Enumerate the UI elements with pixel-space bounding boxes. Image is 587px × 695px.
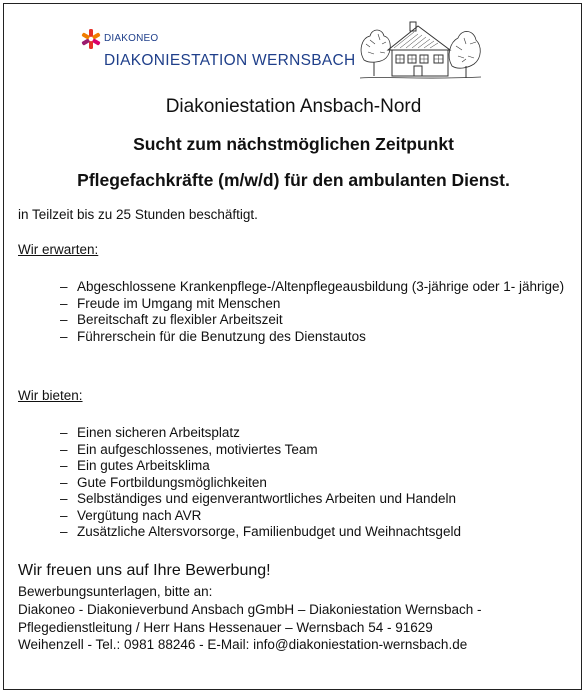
brand-name: DIAKONEO [104,33,159,44]
intro-text: in Teilzeit bis zu 25 Stunden beschäftigt. [18,207,258,222]
list-item: – Freude im Umgang mit Menschen [60,296,565,313]
house-sketch-illustration [358,20,483,82]
contact-line: Diakoneo - Diakonieverbund Ansbach gGmbH – Diakoniestation Wernsbach - [18,601,482,617]
list-item: – Führerschein für die Benutzung des Dienstautos [60,329,565,346]
headline-2: Pflegefachkräfte (m/w/d) für den ambulanten Dienst. [77,170,510,190]
station-name: DIAKONIESTATION WERNSBACH [104,52,356,69]
list-item: – Vergütung nach AVR [60,508,565,525]
list-item: – Einen sicheren Arbeitsplatz [60,425,565,442]
diakoneo-star-icon [80,28,102,50]
list-item: – Selbständiges und eigenverantwortliches Arbeiten und Handeln [60,491,565,508]
list-item: – Ein aufgeschlossenes, motiviertes Team [60,442,565,459]
expect-list [60,279,565,345]
contact-block [18,583,482,654]
contact-line: Bewerbungsunterlagen, bitte an: [18,584,213,599]
offer-list [60,425,565,541]
list-item: – Zusätzliche Altersvorsorge, Familienbudget und Weihnachtsgeld [60,524,565,541]
list-item: – Bereitschaft zu flexibler Arbeitszeit [60,312,565,329]
closing-text: Wir freuen uns auf Ihre Bewerbung! [18,562,271,579]
expect-heading: Wir erwarten: [18,242,99,257]
list-item: – Gute Fortbildungsmöglichkeiten [60,475,565,492]
contact-line: Weihenzell - Tel.: 0981 88246 - E-Mail: info@diakoniestation-wernsbach.de [18,637,468,653]
offer-heading: Wir bieten: [18,388,83,403]
contact-line: Pflegedienstleitung / Herr Hans Hessenauer – Wernsbach 54 - 91629 [18,619,433,635]
list-item: – Abgeschlossene Krankenpflege-/Altenpflegeausbildung (3-jährige oder 1- jährige) [60,279,565,296]
ad-title: Diakoniestation Ansbach-Nord [165,96,422,117]
list-item: – Ein gutes Arbeitsklima [60,458,565,475]
headline-1: Sucht zum nächstmöglichen Zeitpunkt [133,134,454,154]
